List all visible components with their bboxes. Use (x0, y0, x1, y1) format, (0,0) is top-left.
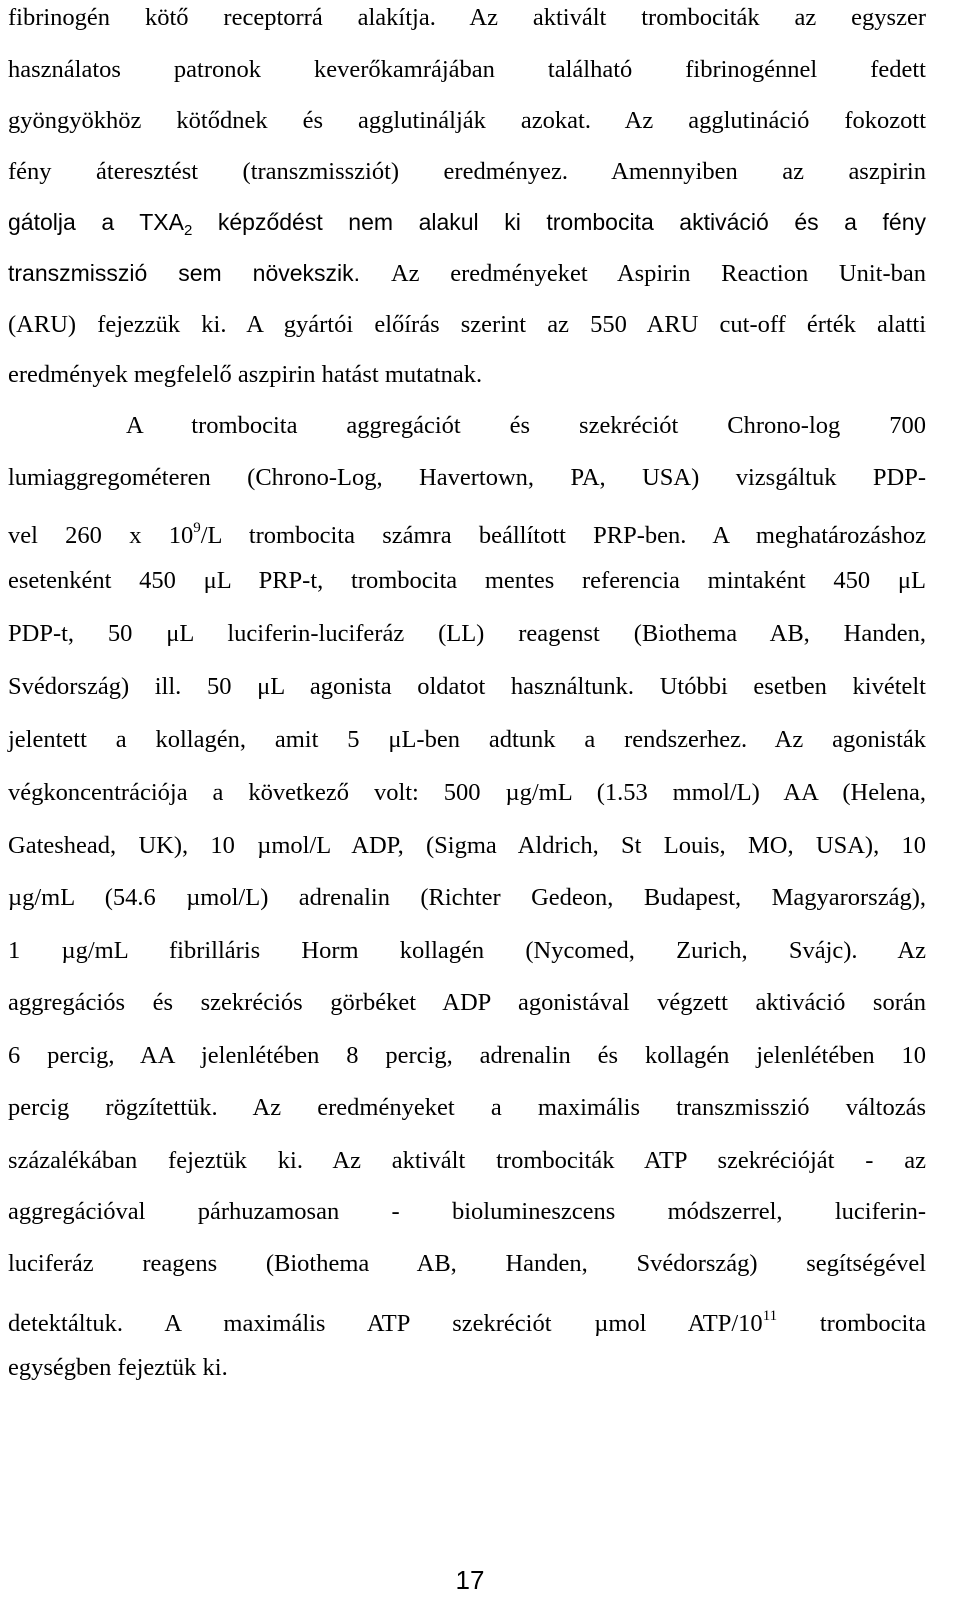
text-line: végkoncentrációja a következő volt: 500 µg/mL (1.53 mmol/L) AA (Helena, (8, 779, 926, 806)
text-line: aggregációs és szekréciós görbéket ADP agonistával végzett aktiváció során (8, 989, 926, 1016)
text-line: (ARU) fejezzük ki. A gyártói előírás szerint az 550 ARU cut-off érték alatti (8, 311, 926, 338)
text-line: gyöngyökhöz kötődnek és agglutinálják azokat. Az agglutináció fokozott (8, 107, 926, 134)
text-line: eredmények megfelelő aszpirin hatást mutatnak. (8, 361, 483, 388)
text-segment: trombocita (777, 1310, 926, 1337)
page-number: 17 (455, 1565, 485, 1595)
text-line: lumiaggregométeren (Chrono-Log, Havertown, PA, USA) vizsgáltuk PDP- (8, 464, 926, 491)
text-line: fény áteresztést (transzmissziót) eredményez. Amennyiben az aszpirin (8, 158, 926, 185)
text-segment: gátolja a TXA (8, 209, 184, 235)
superscript: 9 (193, 520, 201, 536)
text-segment: Az eredményeket Aspirin Reaction Unit-ban (390, 260, 926, 287)
text-line: µg/mL (54.6 µmol/L) adrenalin (Richter Gedeon, Budapest, Magyarország), (8, 884, 926, 911)
text-segment: /L trombocita számra beállított PRP-ben. A meghatározáshoz (200, 522, 926, 549)
text-segment: transzmisszió sem növekszik. (8, 260, 391, 286)
text-line: luciferáz reagens (Biothema AB, Handen, Svédország) segítségével (8, 1250, 926, 1277)
subscript: 2 (183, 222, 193, 239)
text-line: aggregációval párhuzamosan - biolumineszcens módszerrel, luciferin- (8, 1198, 926, 1225)
text-line: Svédország) ill. 50 μL agonista oldatot használtunk. Utóbbi esetben kivételt (8, 673, 926, 700)
text-line: percig rögzítettük. Az eredményeket a maximális transzmisszió változás (8, 1094, 926, 1121)
text-line: jelentett a kollagén, amit 5 μL-ben adtunk a rendszerhez. Az agonisták (8, 726, 926, 753)
text-segment: detektáltuk. A maximális ATP szekréciót µmol ATP/10 (8, 1310, 763, 1337)
text-line: 1 µg/mL fibrilláris Horm kollagén (Nycomed, Zurich, Svájc). Az (8, 937, 926, 964)
text-line (8, 512, 926, 549)
text-line: 6 percig, AA jelenlétében 8 percig, adrenalin és kollagén jelenlétében 10 (8, 1042, 926, 1069)
text-line: PDP-t, 50 μL luciferin-luciferáz (LL) reagenst (Biothema AB, Handen, (8, 620, 926, 647)
text-line: fibrinogén kötő receptorrá alakítja. Az aktivált trombociták az egyszer (8, 4, 926, 31)
text-line: használatos patronok keverőkamrájában található fibrinogénnel fedett (8, 56, 926, 83)
text-line: esetenként 450 μL PRP-t, trombocita mentes referencia mintaként 450 μL (8, 567, 926, 594)
text-segment: képződést nem alakul ki trombocita aktiváció és a fény (192, 209, 926, 235)
text-line (8, 206, 926, 238)
text-line: A trombocita aggregációt és szekréciót Chrono-log 700 (126, 412, 926, 439)
text-line: egységben fejeztük ki. (8, 1354, 228, 1381)
text-line: százalékában fejeztük ki. Az aktivált trombociták ATP szekrécióját - az (8, 1147, 926, 1174)
superscript: 11 (762, 1308, 778, 1324)
text-segment: vel 260 x 10 (8, 522, 194, 549)
text-line: Gateshead, UK), 10 µmol/L ADP, (Sigma Aldrich, St Louis, MO, USA), 10 (8, 832, 926, 859)
text-line (8, 257, 926, 289)
text-line (8, 1300, 926, 1337)
